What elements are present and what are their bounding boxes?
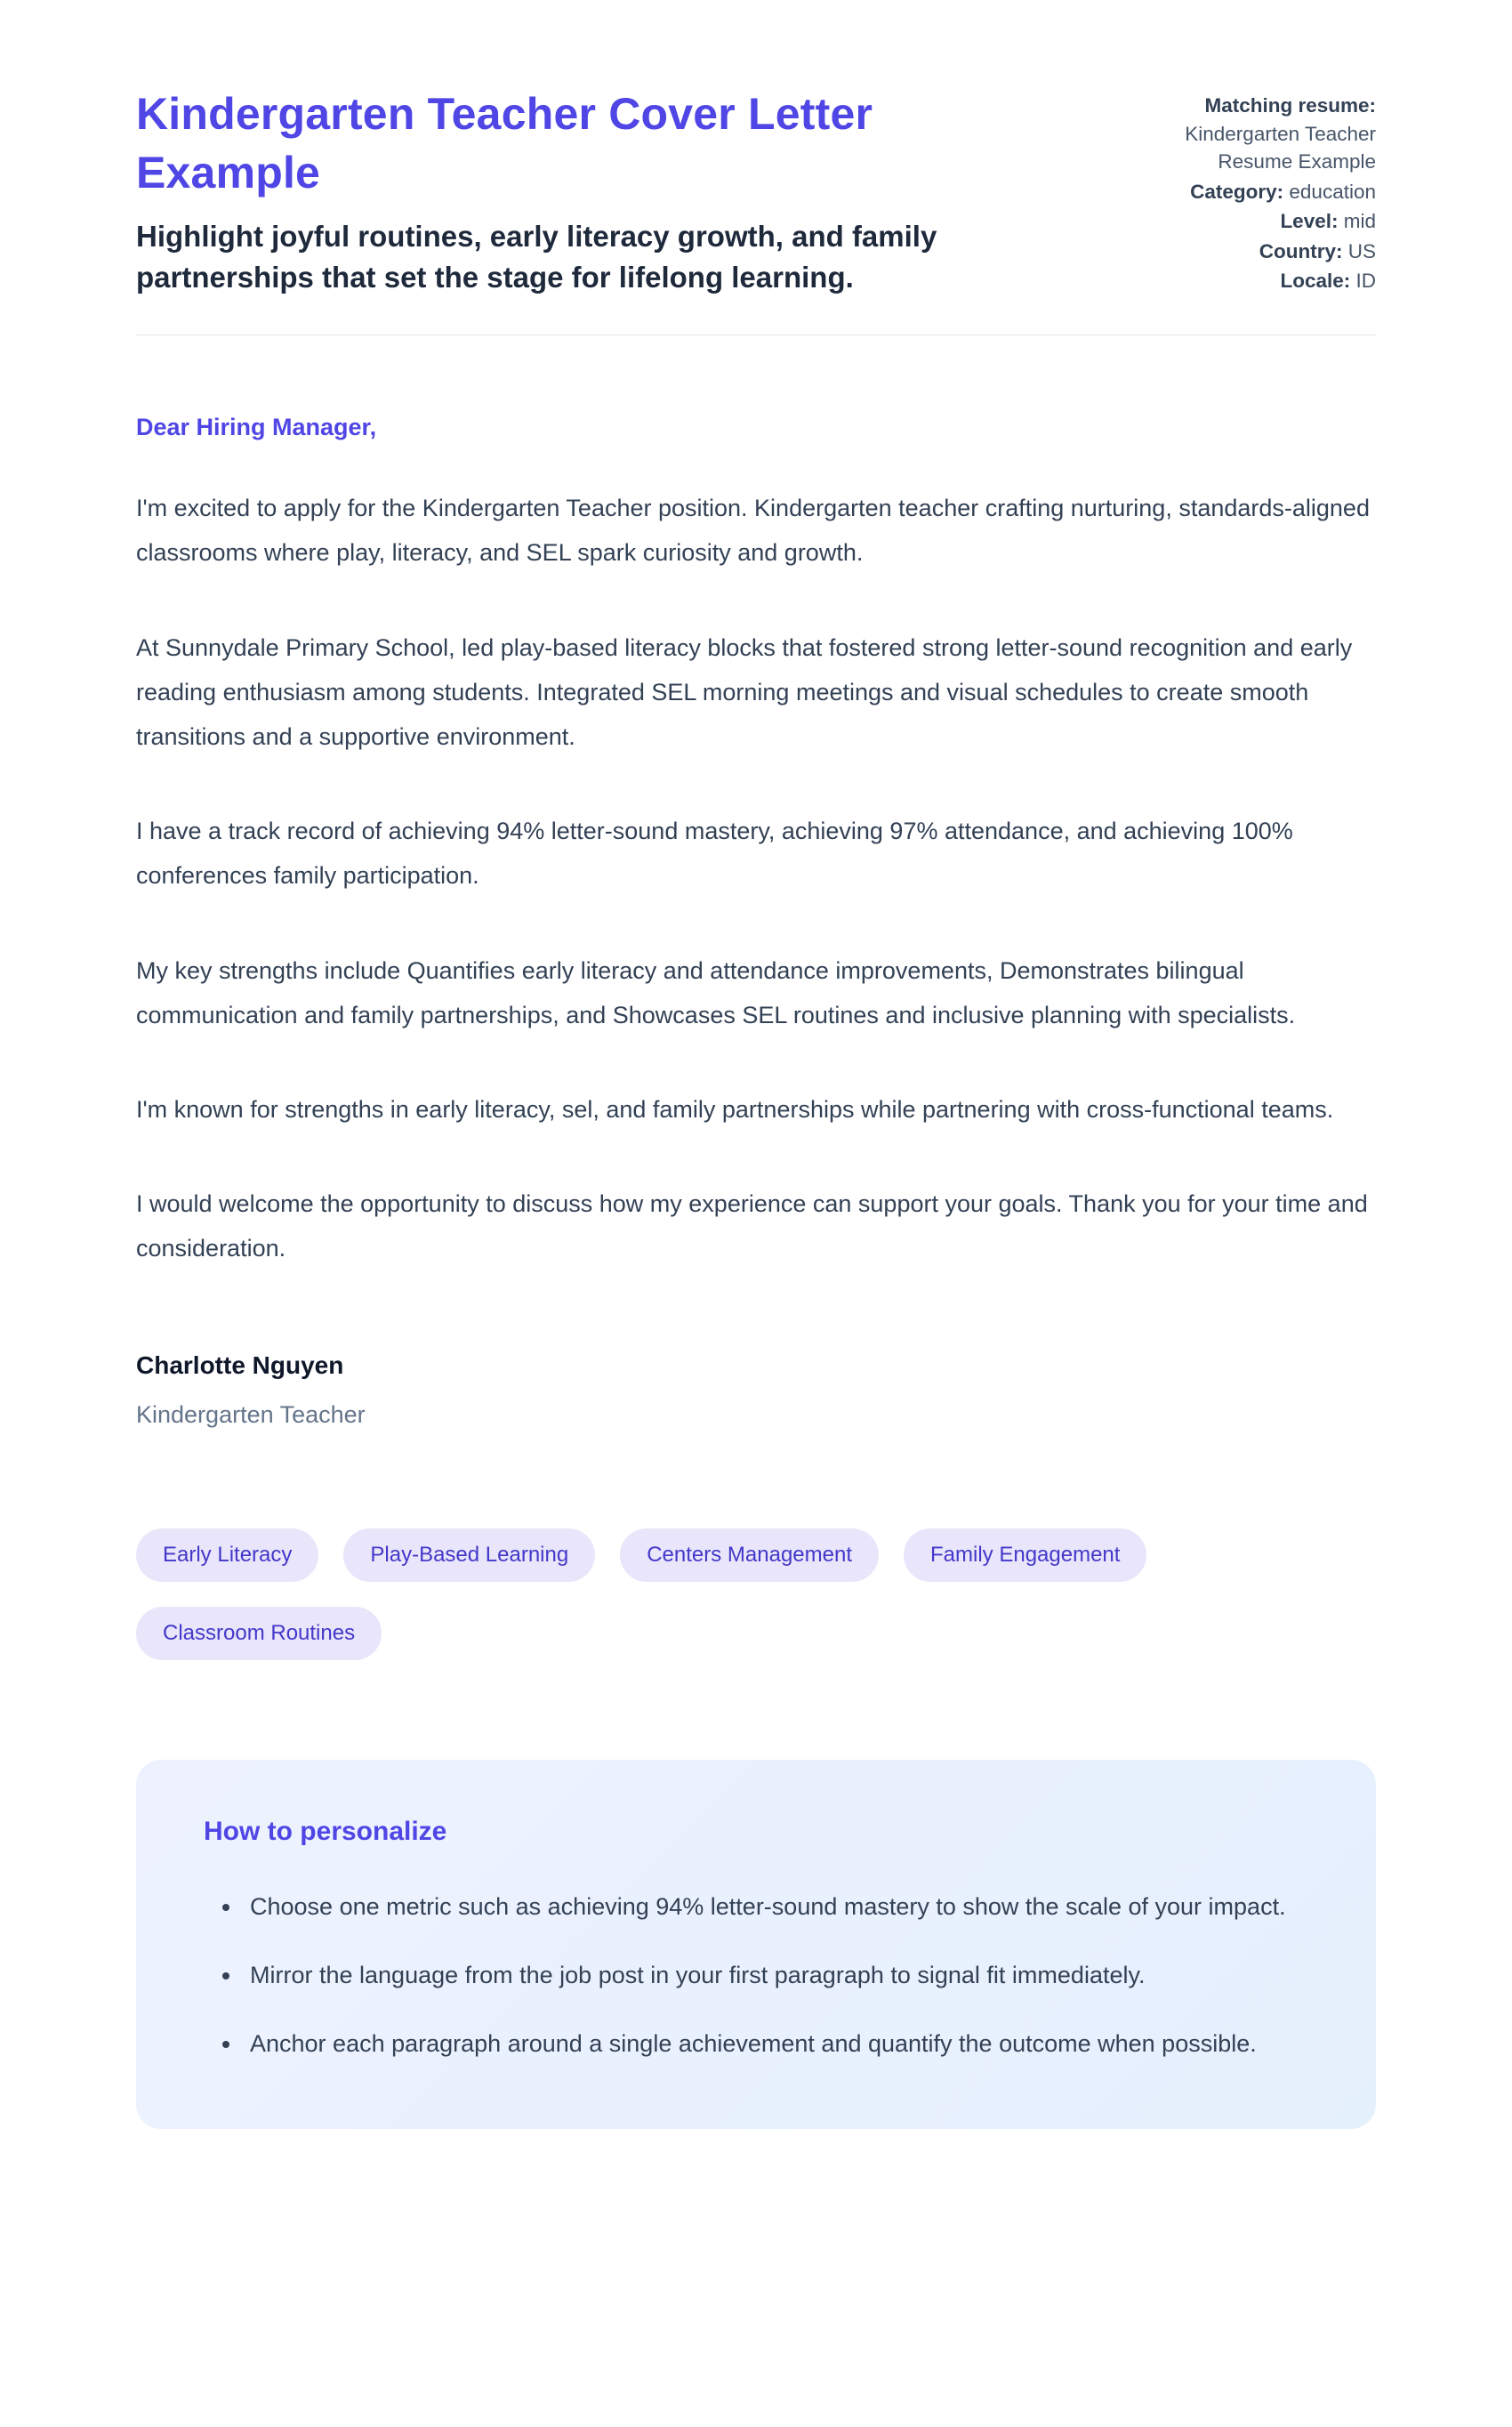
tag-family-engagement: Family Engagement	[904, 1528, 1146, 1582]
letter-paragraph: I would welcome the opportunity to discuss how my experience can support your goals. Thank you for your time and consideration.	[136, 1190, 1368, 1262]
tag-centers-management: Centers Management	[620, 1528, 879, 1582]
personalize-item: • Choose one metric such as achieving 94% letter-sound mastery to show the scale of your impact.	[243, 1886, 1308, 1928]
meta-item-category	[1109, 178, 1376, 206]
meta-value: education	[1289, 180, 1376, 203]
meta-label: Category:	[1190, 180, 1284, 203]
personalize-item: • Anchor each paragraph around a single achievement and quantify the outcome when possible.	[243, 2023, 1308, 2065]
meta-label: Country:	[1259, 239, 1343, 262]
header	[136, 85, 1376, 297]
letter-paragraph: I'm known for strengths in early literacy, sel, and family partnerships while partnering with cross-functional teams.	[136, 1096, 1334, 1124]
meta-value: US	[1347, 239, 1376, 262]
personalize-item: • Mirror the language from the job post in your first paragraph to signal fit immediately.	[243, 1955, 1308, 1996]
header-left	[136, 85, 990, 297]
letter-paragraph: My key strengths include Quantifies early literacy and attendance improvements, Demonstrates bilingual communication and family partnerships, and Showcases SEL routines and inclusive planning with specialists.	[136, 956, 1296, 1028]
meta-panel	[1109, 85, 1376, 297]
meta-item-matching-resume	[1109, 92, 1376, 176]
tag-list	[136, 1528, 1203, 1660]
tag-classroom-routines: Classroom Routines	[136, 1607, 382, 1660]
page-subtitle: Highlight joyful routines, early literacy growth, and family partnerships that set the stage for lifelong learning.	[136, 220, 937, 294]
meta-value: ID	[1355, 270, 1376, 292]
personalize-card	[136, 1760, 1376, 2130]
meta-item-country	[1109, 238, 1376, 266]
tag-play-based-learning: Play-Based Learning	[343, 1528, 595, 1582]
personalize-title: How to personalize	[204, 1816, 447, 1846]
signature-name: Charlotte Nguyen	[136, 1351, 344, 1379]
meta-value: Kindergarten Teacher Resume Example	[1185, 122, 1376, 173]
salutation: Dear Hiring Manager,	[136, 414, 377, 441]
letter-paragraph: I'm excited to apply for the Kindergarten Teacher position. Kindergarten teacher crafting nurturing, standards-aligned classrooms where play, literacy, and SEL spark curiosity and growth.	[136, 495, 1370, 567]
letter-paragraph: I have a track record of achieving 94% letter-sound mastery, achieving 97% attendance, and achieving 100% conferences family participation.	[136, 818, 1293, 890]
signature-title: Kindergarten Teacher	[136, 1400, 366, 1428]
page-title: Kindergarten Teacher Cover Letter Example	[136, 89, 873, 198]
personalize-list	[204, 1886, 1308, 2066]
meta-item-locale	[1109, 267, 1376, 295]
meta-item-level	[1109, 207, 1376, 236]
letter-body	[136, 414, 1376, 1429]
meta-value: mid	[1343, 210, 1376, 232]
letter-paragraph: At Sunnydale Primary School, led play-based literacy blocks that fostered strong letter-sound recognition and early reading enthusiasm among students. Integrated SEL morning meetings and visual schedules to create smooth transitions and a supportive environment.	[136, 633, 1353, 750]
meta-label: Matching resume:	[1204, 94, 1376, 117]
meta-label: Level:	[1280, 210, 1339, 232]
meta-label: Locale:	[1280, 270, 1351, 292]
tag-early-literacy: Early Literacy	[136, 1528, 318, 1582]
signature-block	[136, 1351, 1376, 1429]
